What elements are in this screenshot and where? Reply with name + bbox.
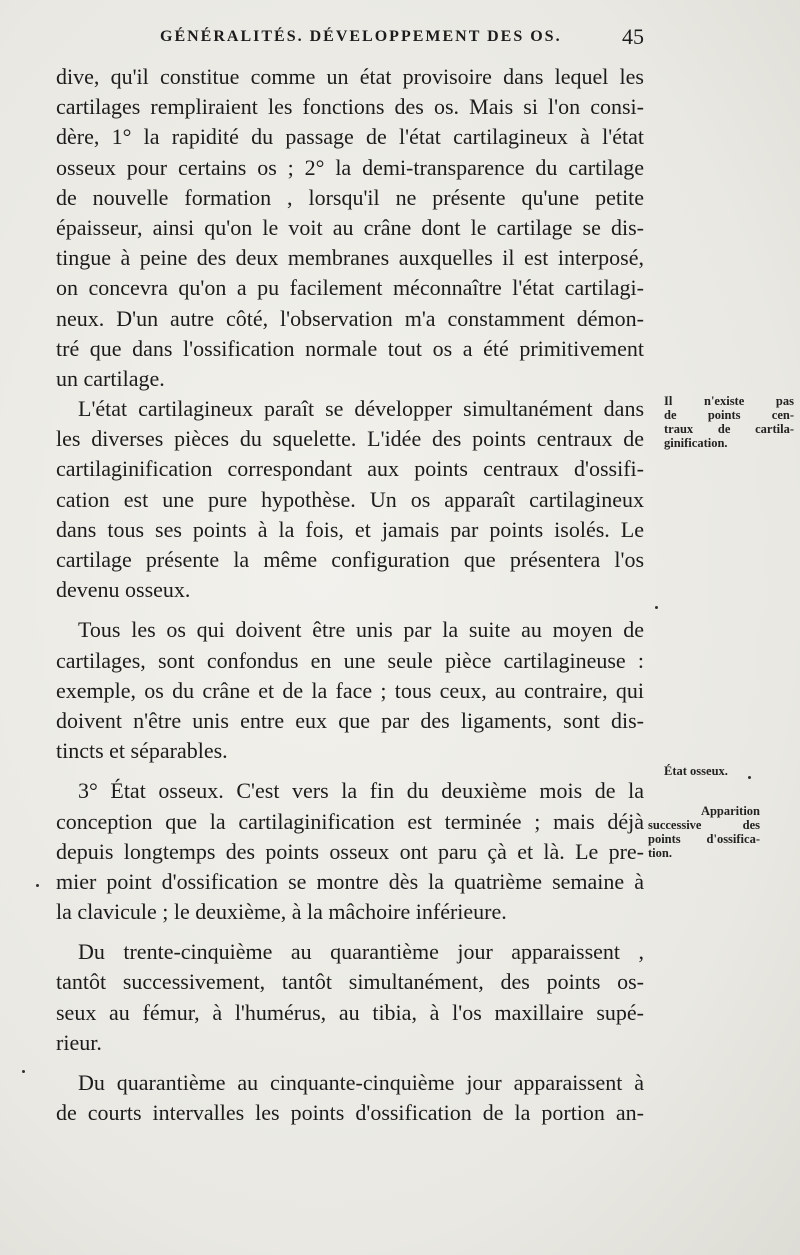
ink-speck — [22, 1070, 25, 1073]
text-line: tingue à peine des deux membranes auxquelles il est interposé, — [56, 245, 644, 271]
text-line: conception que la cartilaginification est terminée ; mais déjà — [56, 808, 644, 834]
text-line: cartilaginification correspondant aux points centraux d'ossifi- — [56, 456, 644, 482]
text-line: rieur. — [56, 1029, 102, 1055]
text-line: la clavicule ; le deuxième, à la mâchoire inférieure. — [56, 899, 507, 925]
margin-note-line: de points cen- — [664, 408, 794, 422]
text-line: dans tous ses points à la fois, et jamais par points isolés. Le — [56, 516, 644, 542]
running-title: GÉNÉRALITÉS. DÉVELOPPEMENT DES OS. — [160, 28, 562, 45]
text-line: tincts et séparables. — [56, 738, 228, 764]
text-line: cartilages rempliraient les fonctions des os. Mais si l'on consi- — [56, 94, 644, 120]
text-line: Du trente-cinquième au quarantième jour apparaissent , — [78, 939, 644, 965]
text-line: tantôt successivement, tantôt simultanément, des points os- — [56, 969, 644, 995]
text-line: tré que dans l'ossification normale tout os a été primitivement — [56, 335, 644, 361]
margin-note-line: ginification. — [664, 436, 728, 450]
text-line: dère, 1° la rapidité du passage de l'état cartilagineux à l'état — [56, 124, 644, 150]
text-line: exemple, os du crâne et de la face ; tous ceux, au contraire, qui — [56, 677, 644, 703]
margin-note-line: traux de cartila- — [664, 422, 794, 436]
text-line: 3° État osseux. C'est vers la fin du deuxième mois de la — [78, 778, 644, 804]
margin-note-line: tion. — [648, 846, 672, 860]
text-line: doivent n'être unis entre eux que par des ligaments, sont dis- — [56, 707, 644, 733]
margin-note-line: État osseux. — [664, 764, 728, 778]
text-line: épaisseur, ainsi qu'on le voit au crâne dont le cartilage se dis- — [56, 214, 644, 240]
text-line: mier point d'ossification se montre dès la quatrième semaine à — [56, 868, 644, 894]
text-line: Du quarantième au cinquante-cinquième jour apparaissent à — [78, 1070, 644, 1095]
text-line: devenu osseux. — [56, 577, 191, 603]
margin-note-line: Il n'existe pas — [664, 394, 794, 408]
margin-note-points-centraux — [664, 394, 794, 450]
ink-speck — [36, 884, 39, 887]
ink-speck — [748, 776, 751, 779]
main-text — [56, 62, 644, 1128]
text-line: de courts intervalles les points d'ossification de la portion an- — [56, 1100, 644, 1126]
page-number: 45 — [622, 24, 644, 49]
text-line: seux au fémur, à l'humérus, au tibia, à l'os maxillaire supé- — [56, 999, 644, 1025]
text-line: osseux pour certains os ; 2° la demi-transparence du cartilage — [56, 154, 644, 180]
text-line: dive, qu'il constitue comme un état provisoire dans lequel les — [56, 64, 644, 89]
text-line: cartilage présente la même configuration que présentera l'os — [56, 547, 644, 572]
text-line: depuis longtemps des points osseux ont paru çà et là. Le pre- — [56, 838, 644, 864]
text-line: on concevra qu'on a pu facilement méconnaître l'état cartilagi- — [56, 275, 644, 301]
text-line: un cartilage. — [56, 365, 165, 391]
text-line: neux. D'un autre côté, l'observation m'a constamment démon- — [56, 305, 644, 331]
margin-note-line: successive des — [648, 818, 760, 832]
margin-note-apparition — [648, 804, 760, 860]
text-line: cartilages, sont confondus en une seule pièce cartilagineuse : — [56, 647, 644, 673]
margin-note-etat-osseux — [664, 764, 794, 778]
text-line: L'état cartilagineux paraît se développer simultanément dans — [78, 396, 644, 422]
text-line: cation est une pure hypothèse. Un os apparaît cartilagineux — [56, 486, 644, 512]
text-line: de nouvelle formation , lorsqu'il ne présente qu'une petite — [56, 184, 644, 210]
ink-speck — [655, 606, 658, 609]
margin-note-line: points d'ossifica- — [648, 832, 760, 846]
margin-note-line: Apparition — [700, 804, 760, 818]
text-line: Tous les os qui doivent être unis par la suite au moyen de — [78, 617, 644, 643]
text-line: les diverses pièces du squelette. L'idée des points centraux de — [56, 426, 644, 452]
